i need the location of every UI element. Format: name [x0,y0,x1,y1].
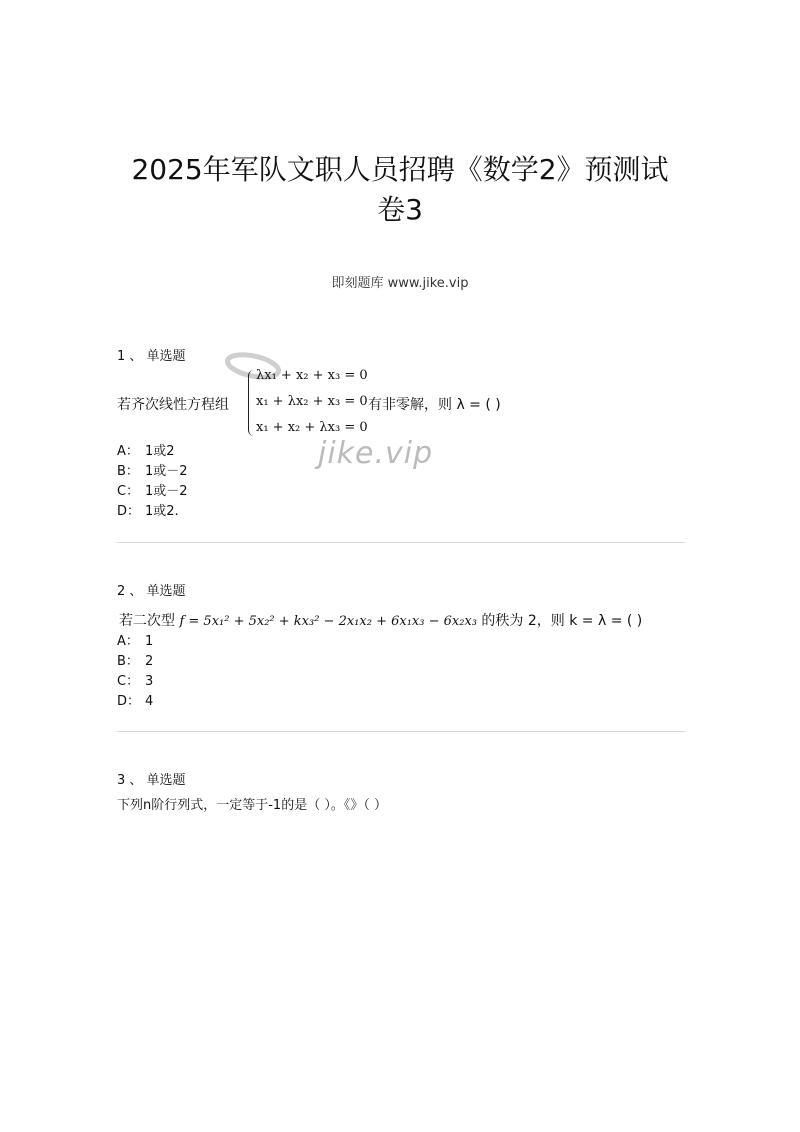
question-2-stem [119,610,642,630]
question-divider [117,731,685,732]
question-2-option-c[interactable] [117,672,153,692]
question-1-stem-prefix: 若齐次线性方程组 [117,397,229,413]
equation-row-3: x₁ + x₂ + λx₃ = 0 [256,420,368,435]
option-label: C： [117,674,140,689]
question-1-equation-system [248,368,378,440]
document-title [0,150,800,230]
question-1-option-a[interactable] [117,442,175,462]
watermark-text: jike.vip [318,436,434,471]
question-2-option-d[interactable] [117,692,153,712]
question-2-option-b[interactable] [117,652,153,672]
option-label: D： [117,504,141,519]
option-label: B： [117,464,139,479]
question-1-option-b[interactable] [117,462,188,482]
option-text: 1或－2 [145,464,188,479]
left-brace-icon [248,370,255,436]
option-label: A： [117,634,139,649]
option-text: 1或－2 [145,484,188,499]
title-line-1: 2025年军队文职人员招聘《数学2》预测试 [131,153,669,186]
title-line-2: 卷3 [377,193,423,226]
option-text: 1或2. [145,504,179,519]
option-label: D： [117,694,141,709]
question-2-option-a[interactable] [117,632,153,652]
option-label: B： [117,654,139,669]
option-text: 4 [145,694,154,709]
question-3-stem: 下列n阶行列式，一定等于-1的是（ ）。《》（ ） [117,798,387,813]
question-divider [117,542,685,543]
question-2-header: 2 、 单选题 [117,584,186,599]
option-label: A： [117,444,139,459]
option-text: 1或2 [145,444,175,459]
equation-row-1: λx₁ + x₂ + x₃ = 0 [256,368,368,383]
document-subtitle: 即刻题库 www.jike.vip [331,276,469,291]
question-2-stem-suffix: 的秩为 2，则 k = λ = ( ) [481,613,643,629]
question-2-stem-prefix: 若二次型 [119,613,175,629]
option-label: C： [117,484,140,499]
question-1-option-c[interactable] [117,482,188,502]
question-1-header: 1 、 单选题 [117,349,186,364]
equation-row-2: x₁ + λx₂ + x₃ = 0 [256,394,368,409]
question-2-stem-math: f = 5x₁² + 5x₂² + kx₃² − 2x₁x₂ + 6x₁x₃ − 6x₂x₃ [179,614,477,629]
option-text: 1 [145,634,154,649]
question-1-option-d[interactable] [117,502,179,522]
option-text: 3 [145,674,154,689]
question-3-header: 3 、 单选题 [117,773,186,788]
question-1-stem-suffix: 有非零解，则 λ = ( ) [368,397,501,413]
option-text: 2 [145,654,154,669]
